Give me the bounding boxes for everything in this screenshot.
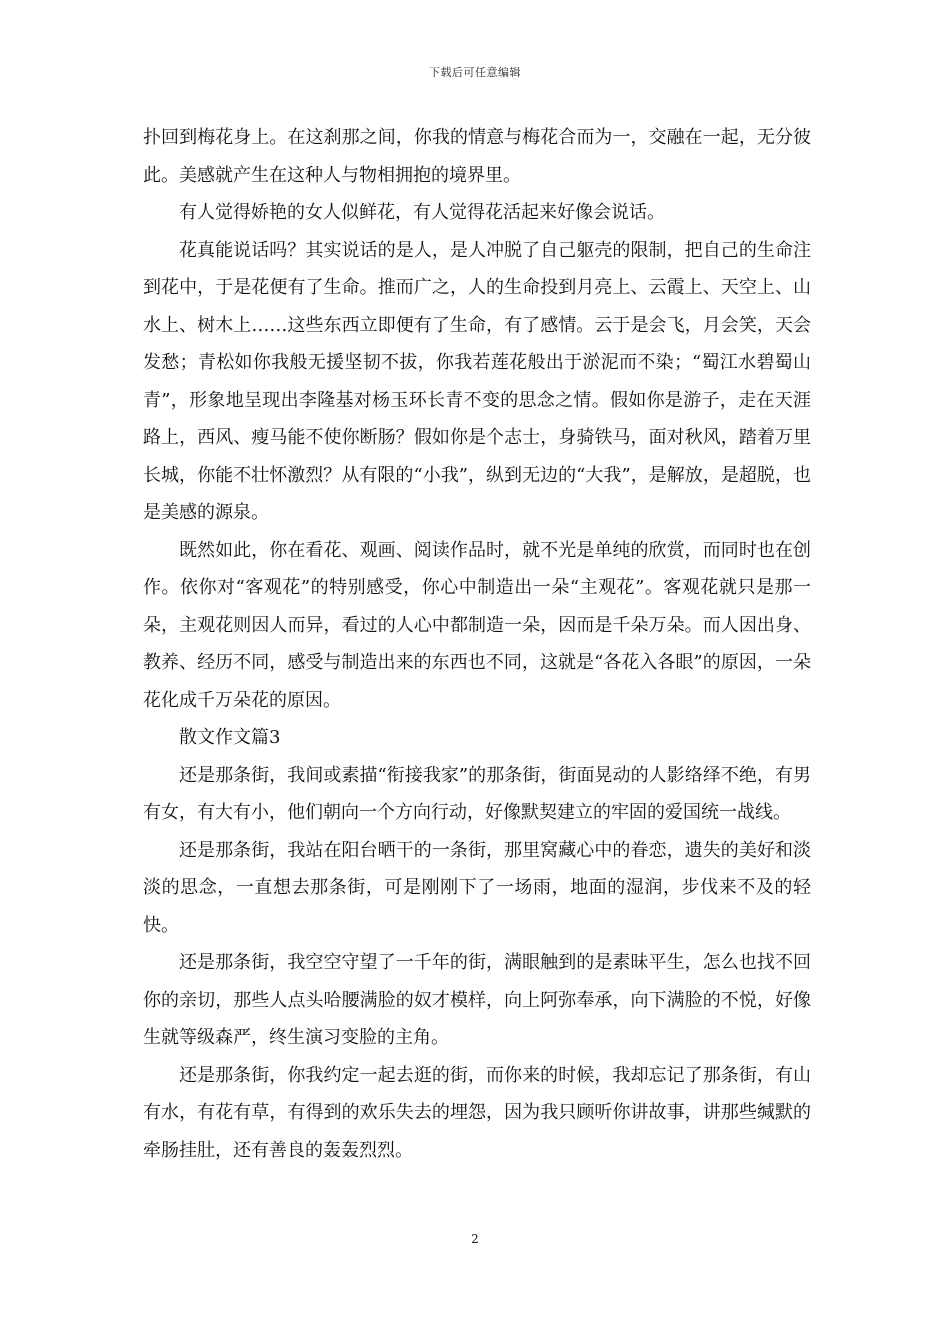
- paragraph: 还是那条街，我站在阳台晒干的一条街，那里窝藏心中的眷恋，遗失的美好和淡淡的思念，一直想去那条街，可是刚刚下了一场雨，地面的湿润，步伐来不及的轻快。: [143, 839, 811, 936]
- paragraph: 还是那条街，我空空守望了一千年的街，满眼触到的是素昧平生，怎么也找不回你的亲切，那些人点头哈腰满脸的奴才模样，向上阿弥奉承，向下满脸的不悦，好像生就等级森严，终生演习变脸的主角。: [143, 952, 811, 1048]
- paragraph: 还是那条街，你我约定一起去逛的街，而你来的时候，我却忘记了那条街，有山有水，有花有草，有得到的欢乐失去的埋怨，因为我只顾听你讲故事，讲那些缄默的牵肠挂肚，还有善良的轰轰烈烈。: [143, 1064, 811, 1161]
- section-heading: 散文作文篇3: [179, 727, 281, 748]
- page-header: 下载后可任意编辑: [429, 66, 521, 79]
- body-text: [143, 119, 811, 1169]
- paragraph: 还是那条街，我间或素描“衔接我家”的那条街，街面晃动的人影络绎不绝，有男有女，有大有小，他们朝向一个方向行动，好像默契建立的牢固的爱国统一战线。: [143, 764, 811, 823]
- paragraph: 有人觉得娇艳的女人似鲜花，有人觉得花活起来好像会说话。: [179, 202, 665, 223]
- paragraph: 花真能说话吗？其实说话的是人，是人冲脱了自己躯壳的限制，把自己的生命注到花中，于是花便有了生命。推而广之，人的生命投到月亮上、云霞上、天空上、山水上、树木上……这些东西立即便有了生命，有了感情。云于是会飞，月会笑，天会发愁；青松如你我般无援坚韧不拔，你我若莲花般出于淤泥而不染；“蜀江水碧蜀山青”，形象地呈现出李隆基对杨玉环长青不变的思念之情。假如你是游子，走在天涯路上，西风、瘦马能不使你断肠？假如你是个志士，身骑铁马，面对秋风，踏着万里长城，你能不壮怀激烈？从有限的“小我”，纵到无边的“大我”，是解放，是超脱，也是美感的源泉。: [143, 239, 811, 523]
- page-number: 2: [471, 1232, 479, 1246]
- paragraph: 既然如此，你在看花、观画、阅读作品时，就不光是单纯的欣赏，而同时也在创作。依你对“客观花”的特别感受，你心中制造出一朵“主观花”。客观花就只是那一朵，主观花则因人而异，看过的人心中都制造一朵，因而是千朵万朵。而人因出身、教养、经历不同，感受与制造出来的东西也不同，这就是“各花入各眼”的原因，一朵花化成千万朵花的原因。: [143, 539, 811, 711]
- paragraph-continuation: 扑回到梅花身上。在这刹那之间，你我的情意与梅花合而为一，交融在一起，无分彼此。美感就产生在这种人与物相拥抱的境界里。: [143, 127, 811, 186]
